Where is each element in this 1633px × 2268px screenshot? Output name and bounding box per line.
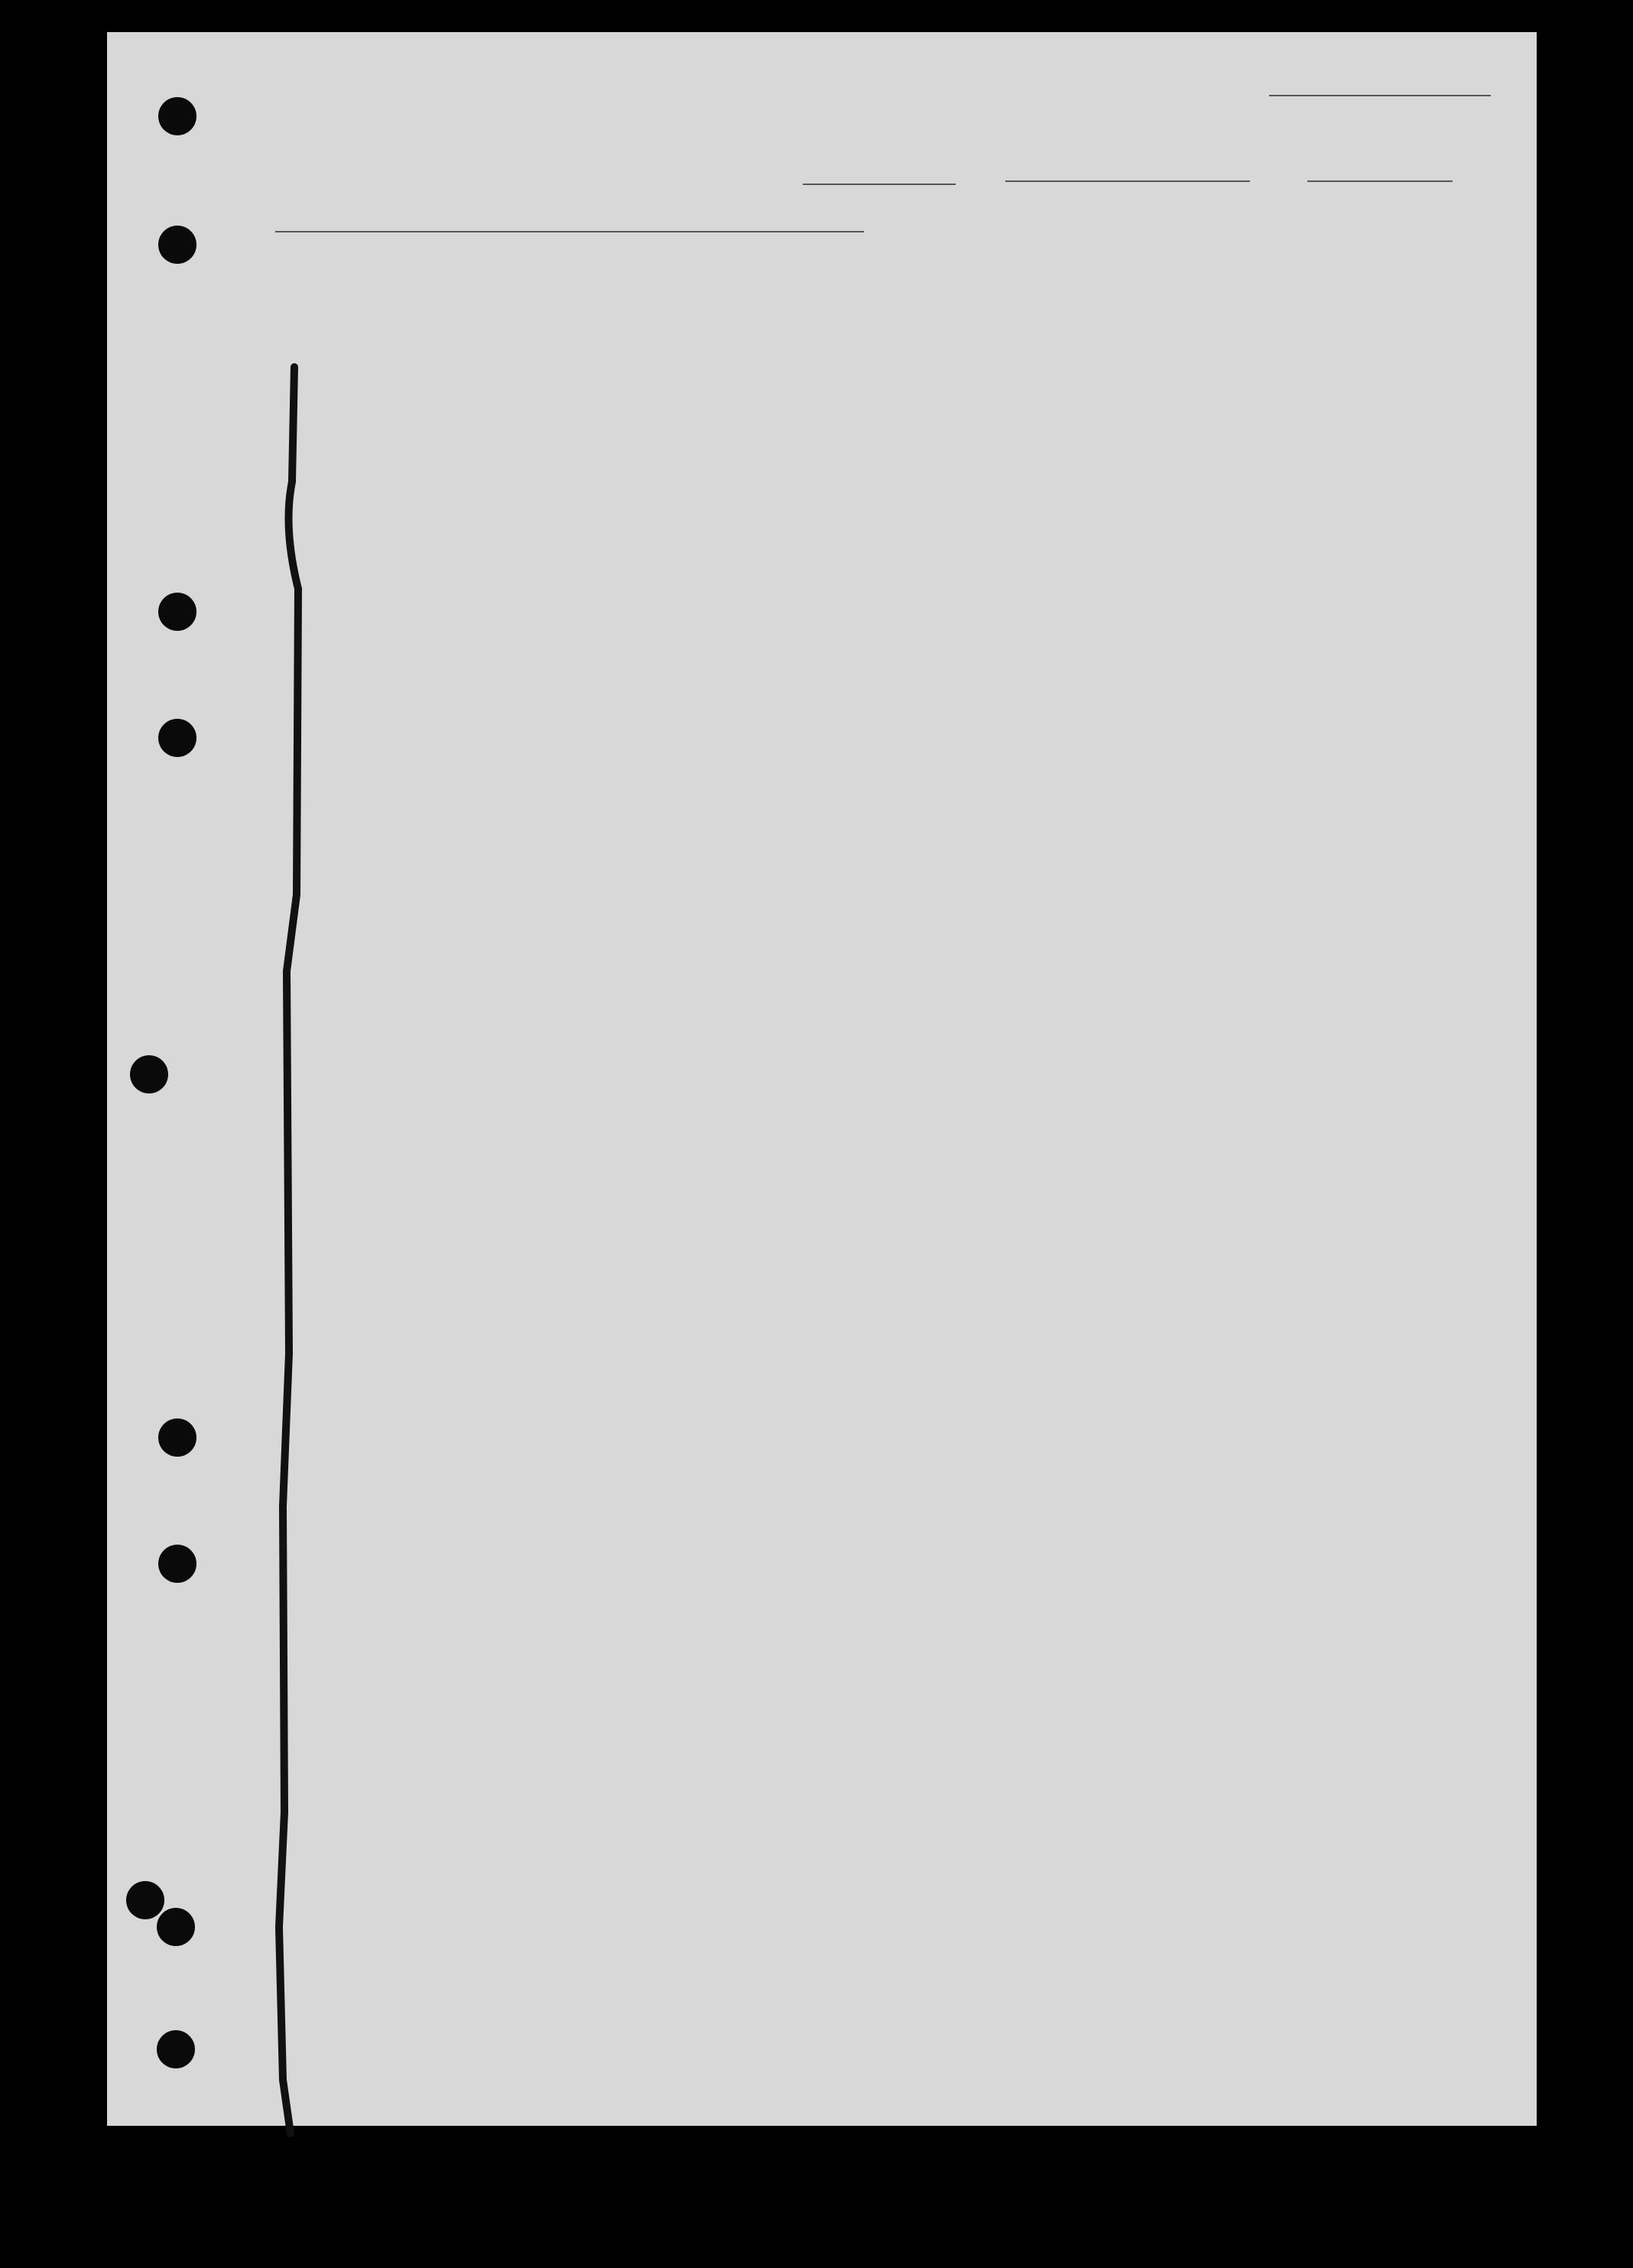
- binder-hole: [158, 719, 196, 757]
- from-line: [1005, 180, 1250, 182]
- vessel-line: [275, 231, 864, 232]
- binder-hole: [158, 97, 196, 135]
- margin-pen-mark: [252, 359, 313, 2141]
- binder-hole: [130, 1055, 168, 1093]
- binder-hole: [158, 226, 196, 264]
- list-no-line: [1269, 95, 1491, 96]
- binder-hole: [157, 1908, 195, 1946]
- binder-hole: [158, 1545, 196, 1583]
- binder-hole: [158, 593, 196, 631]
- date-line: [1307, 180, 1453, 182]
- binder-hole: [157, 2030, 195, 2068]
- document-page: [107, 32, 1537, 2126]
- binder-hole: [158, 1418, 196, 1457]
- binder-hole: [126, 1881, 164, 1919]
- class-line: [803, 184, 956, 185]
